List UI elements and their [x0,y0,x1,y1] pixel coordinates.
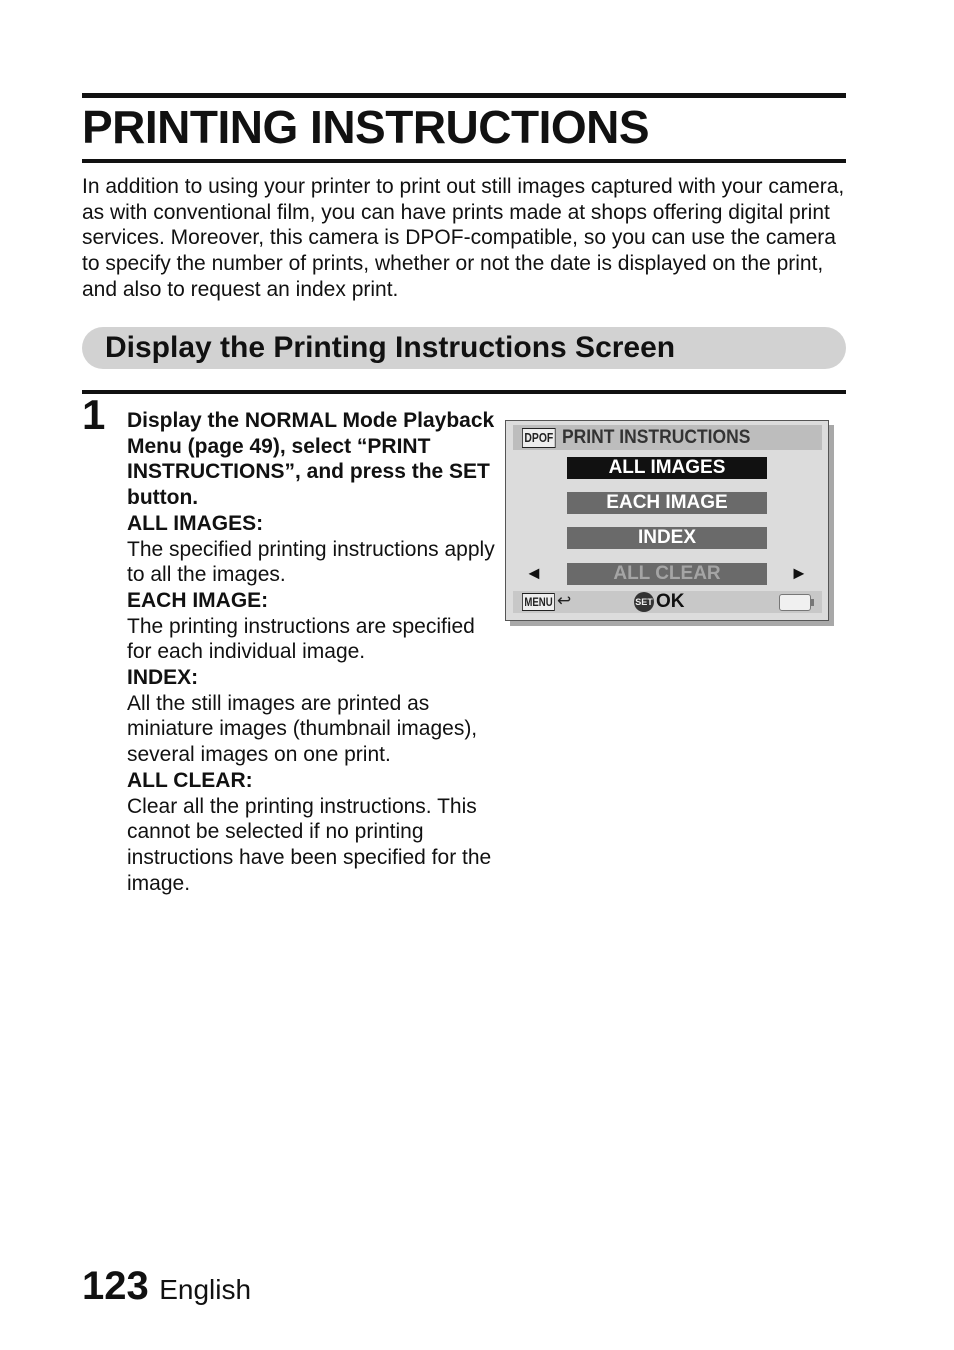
step-number: 1 [82,391,106,438]
menu-item-each-image[interactable]: EACH IMAGE [567,492,767,514]
screen-footer [513,591,822,613]
screen-title: PRINT INSTRUCTIONS [562,427,751,448]
page-title: PRINTING INSTRUCTIONS [82,101,650,153]
left-arrow-icon[interactable]: ◄ [525,563,543,583]
ok-label: OK [656,591,685,612]
term-each-image: EACH IMAGE: [127,588,269,612]
menu-icon[interactable]: MENU [522,593,555,611]
title-top-rule [82,93,846,98]
desc-all-images: The specified printing instructions apply to all the images. [127,537,495,587]
term-all-clear: ALL CLEAR: [127,768,253,792]
desc-each-image: The printing instructions are specified for each individual image. [127,614,475,664]
language-label: English [159,1274,252,1305]
menu-item-index[interactable]: INDEX [567,527,767,549]
page-footer [82,1262,251,1314]
section-rule [82,390,846,394]
term-index: INDEX: [127,666,199,690]
screen-header [513,425,822,450]
right-arrow-icon[interactable]: ► [790,563,808,583]
section-header [82,327,846,369]
return-icon: ↩ [557,591,572,610]
set-button-icon[interactable]: SET [634,592,654,612]
term-all-images: ALL IMAGES: [127,511,264,535]
battery-icon [779,594,811,611]
menu-item-all-clear: ALL CLEAR [567,563,767,585]
camera-screen [505,420,829,621]
desc-all-clear: Clear all the printing instructions. This cannot be selected if no printing instructions have been specified for the image. [127,794,492,895]
section-title: Display the Printing Instructions Screen [105,331,676,364]
step-instruction: Display the NORMAL Mode Playback Menu (page 49), select “PRINT INSTRUCTIONS”, and press the SET button. [127,409,495,510]
title-bottom-rule [82,159,846,163]
step-content [127,408,497,896]
page-number: 123 [82,1264,149,1308]
menu-item-all-images[interactable]: ALL IMAGES [567,457,767,479]
intro-paragraph: In addition to using your printer to print out still images captured with your camera, as with conventional film, you can have prints made at shops offering digital print services. Moreover, this camera is DPOF-compatible, so you can use the camera to specify the number of prints, whether or not the date is displayed on the print, and also to request an index print. [82,175,845,301]
dpof-icon: DPOF [522,428,556,448]
desc-index: All the still images are printed as miniature images (thumbnail images), several images on one print. [127,691,478,767]
